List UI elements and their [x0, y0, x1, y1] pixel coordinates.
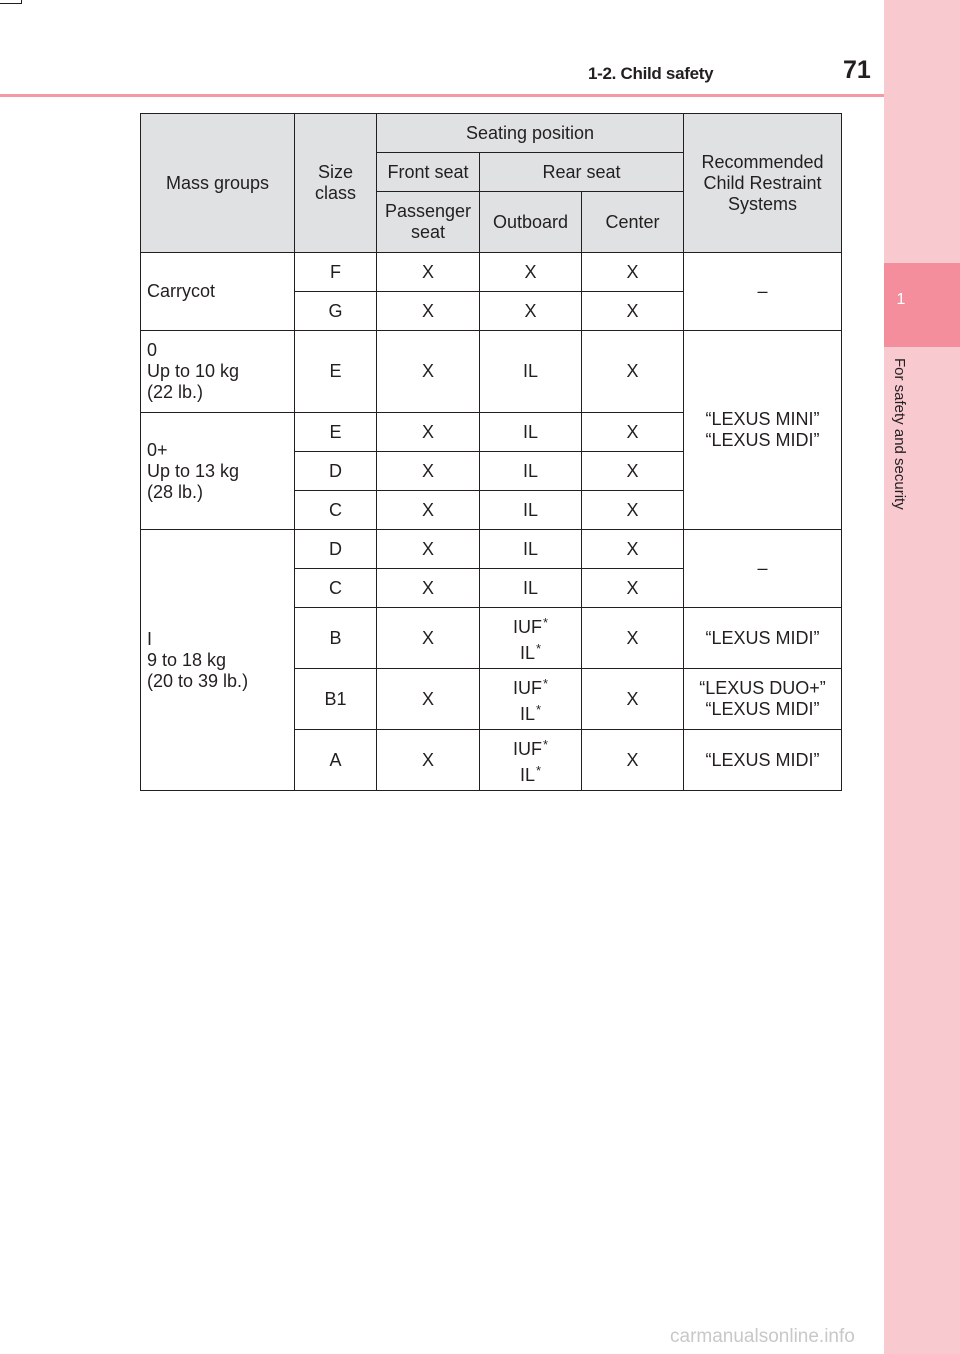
front-seat-cell: X: [377, 530, 480, 569]
recommended-cell: “LEXUS MINI” “LEXUS MIDI”: [684, 331, 842, 530]
header-rear-seat: Rear seat: [480, 153, 684, 192]
center-cell: X: [582, 569, 684, 608]
center-cell: X: [582, 491, 684, 530]
child-restraint-compatibility-table: [140, 113, 842, 791]
header-outboard: Outboard: [480, 192, 582, 253]
outboard-cell: X: [480, 292, 582, 331]
header-size-class: Size class: [295, 114, 377, 253]
front-seat-cell: X: [377, 331, 480, 413]
size-class-cell: B1: [295, 669, 377, 730]
outboard-cell: IUF* IL*: [480, 608, 582, 669]
front-seat-cell: X: [377, 569, 480, 608]
front-seat-cell: X: [377, 491, 480, 530]
front-seat-cell: X: [377, 413, 480, 452]
outboard-cell: IL: [480, 491, 582, 530]
center-cell: X: [582, 253, 684, 292]
recommended-cell: “LEXUS DUO+” “LEXUS MIDI”: [684, 669, 842, 730]
center-cell: X: [582, 331, 684, 413]
center-cell: X: [582, 452, 684, 491]
size-class-cell: F: [295, 253, 377, 292]
center-cell: X: [582, 530, 684, 569]
front-seat-cell: X: [377, 253, 480, 292]
outboard-cell: IL: [480, 331, 582, 413]
center-cell: X: [582, 669, 684, 730]
size-class-cell: C: [295, 569, 377, 608]
recommended-cell: –: [684, 253, 842, 331]
header-recommended-systems: Recommended Child Restraint Systems: [684, 114, 842, 253]
outboard-cell: IL: [480, 530, 582, 569]
mass-group-cell: 0 Up to 10 kg (22 lb.): [141, 331, 295, 413]
outboard-cell: IL: [480, 413, 582, 452]
mass-group-cell: 0+ Up to 13 kg (28 lb.): [141, 413, 295, 530]
footnote-asterisk: *: [542, 676, 549, 691]
footnote-asterisk: *: [542, 737, 549, 752]
chapter-side-tab: [884, 0, 960, 1354]
size-class-cell: E: [295, 413, 377, 452]
table-row: [141, 530, 842, 569]
outboard-cell: IL: [480, 569, 582, 608]
crop-mark-top-left: [0, 0, 22, 4]
chapter-number: 1: [896, 291, 906, 308]
section-title: 1-2. Child safety: [588, 64, 714, 83]
page-number: 71: [843, 56, 871, 84]
outboard-cell: IUF* IL*: [480, 669, 582, 730]
footnote-asterisk: *: [542, 615, 549, 630]
center-cell: X: [582, 413, 684, 452]
front-seat-cell: X: [377, 292, 480, 331]
recommended-cell: –: [684, 530, 842, 608]
outboard-cell: IUF* IL*: [480, 730, 582, 791]
recommended-cell: “LEXUS MIDI”: [684, 730, 842, 791]
watermark: carmanualsonline.info: [670, 1326, 855, 1347]
size-class-cell: E: [295, 331, 377, 413]
header-rule: [0, 94, 884, 97]
table-row: [141, 331, 842, 413]
header-center: Center: [582, 192, 684, 253]
recommended-cell: “LEXUS MIDI”: [684, 608, 842, 669]
table-row: [141, 253, 842, 292]
front-seat-cell: X: [377, 608, 480, 669]
outboard-cell: X: [480, 253, 582, 292]
chapter-label: For safety and security: [891, 358, 908, 510]
center-cell: X: [582, 730, 684, 791]
header-passenger-seat: Passenger seat: [377, 192, 480, 253]
mass-group-cell: Carrycot: [141, 253, 295, 331]
header-front-seat: Front seat: [377, 153, 480, 192]
front-seat-cell: X: [377, 669, 480, 730]
size-class-cell: G: [295, 292, 377, 331]
footnote-asterisk: *: [535, 702, 542, 717]
footnote-asterisk: *: [535, 641, 542, 656]
center-cell: X: [582, 608, 684, 669]
header-seating-position: Seating position: [377, 114, 684, 153]
size-class-cell: D: [295, 530, 377, 569]
header-mass-groups: Mass groups: [141, 114, 295, 253]
footnote-asterisk: *: [535, 763, 542, 778]
mass-group-cell: I 9 to 18 kg (20 to 39 lb.): [141, 530, 295, 791]
size-class-cell: A: [295, 730, 377, 791]
front-seat-cell: X: [377, 730, 480, 791]
size-class-cell: B: [295, 608, 377, 669]
size-class-cell: C: [295, 491, 377, 530]
center-cell: X: [582, 292, 684, 331]
front-seat-cell: X: [377, 452, 480, 491]
outboard-cell: IL: [480, 452, 582, 491]
size-class-cell: D: [295, 452, 377, 491]
